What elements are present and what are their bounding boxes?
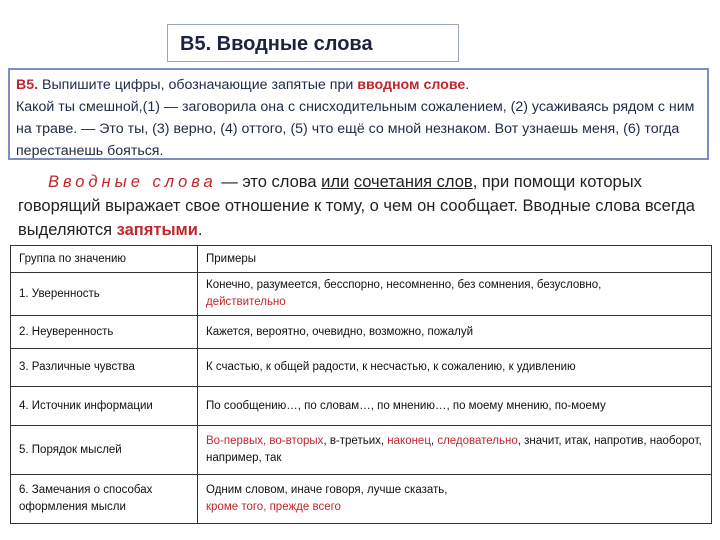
table-row (11, 316, 712, 349)
examples-text: , (430, 435, 438, 447)
table-header: Примеры (198, 246, 712, 273)
examples-highlight: действительно (206, 296, 286, 308)
table-row (11, 475, 712, 524)
table-cell-examples (198, 273, 712, 316)
table-cell-examples (198, 475, 712, 524)
table-header-row (11, 246, 712, 273)
table-cell-group: 5. Порядок мыслей (11, 426, 198, 475)
table-cell-group: 2. Неуверенность (11, 316, 198, 349)
table-cell-group: 4. Источник информации (11, 387, 198, 426)
examples-text: , значит, итак, напротив, наоборот, например, так (206, 435, 702, 464)
task-highlight: вводном слове (357, 77, 466, 93)
definition-highlight: запятыми (116, 221, 198, 239)
examples-highlight: наконец (387, 435, 431, 447)
examples-highlight: кроме того, прежде всего (206, 501, 341, 513)
table-cell-examples (198, 426, 712, 475)
definition-part1: — это слова (216, 173, 322, 191)
examples-text: , в-третьих, (323, 435, 388, 447)
title-box (167, 24, 459, 62)
table-row (11, 387, 712, 426)
examples-highlight: следовательно (437, 435, 518, 447)
task-instruction-end: . (465, 77, 470, 93)
definition-underline-2: сочетания слов (353, 173, 473, 191)
table-row (11, 273, 712, 316)
table-cell-examples: По сообщению…, по словам…, по мнению…, по моему мнению, по-моему (198, 387, 712, 426)
table-cell-group: 1. Уверенность (11, 273, 198, 316)
task-label: В5. (16, 77, 39, 93)
task-instruction: Выпишите цифры, обозначающие запятые при (38, 77, 358, 93)
table-cell-group: 6. Замечания о способах оформления мысли (11, 475, 198, 524)
table-header: Группа по значению (11, 246, 198, 273)
table-cell-group: 3. Различные чувства (11, 349, 198, 387)
examples-text: Одним словом, иначе говоря, лучше сказать, (206, 484, 448, 496)
table-row (11, 349, 712, 387)
table-cell-examples: Кажется, вероятно, очевидно, возможно, пожалуй (198, 316, 712, 349)
definition-underline-1: или (321, 173, 350, 191)
definition-part2: , при помощи которых говорящий выражает свое отношение к тому, о чем он сообщает. Вводные слова всегда выделяются (18, 173, 695, 239)
table-row (11, 426, 712, 475)
examples-highlight: Во-первых, во-вторых (206, 435, 324, 447)
table-cell-examples: К счастью, к общей радости, к несчастью, к сожалению, к удивлению (198, 349, 712, 387)
page-title: В5. Вводные слова (180, 33, 373, 55)
intro-words-table (10, 245, 712, 524)
definition-end: . (197, 221, 203, 239)
task-box (8, 68, 709, 160)
examples-text: Конечно, разумеется, бесспорно, несомненно, без сомнения, безусловно, (206, 279, 602, 291)
definition (18, 170, 708, 242)
task-text: Какой ты смешной,(1) — заговорила она с снисходительным сожалением, (2) усаживаясь рядом с ним на траве. — Это ты, (3) верно, (4) оттого, (5) что ещё со мной незнаком. Вот узнаешь меня, (6) тогда перестанешь бояться. (16, 99, 695, 159)
definition-term: Вводные слова (48, 173, 217, 191)
